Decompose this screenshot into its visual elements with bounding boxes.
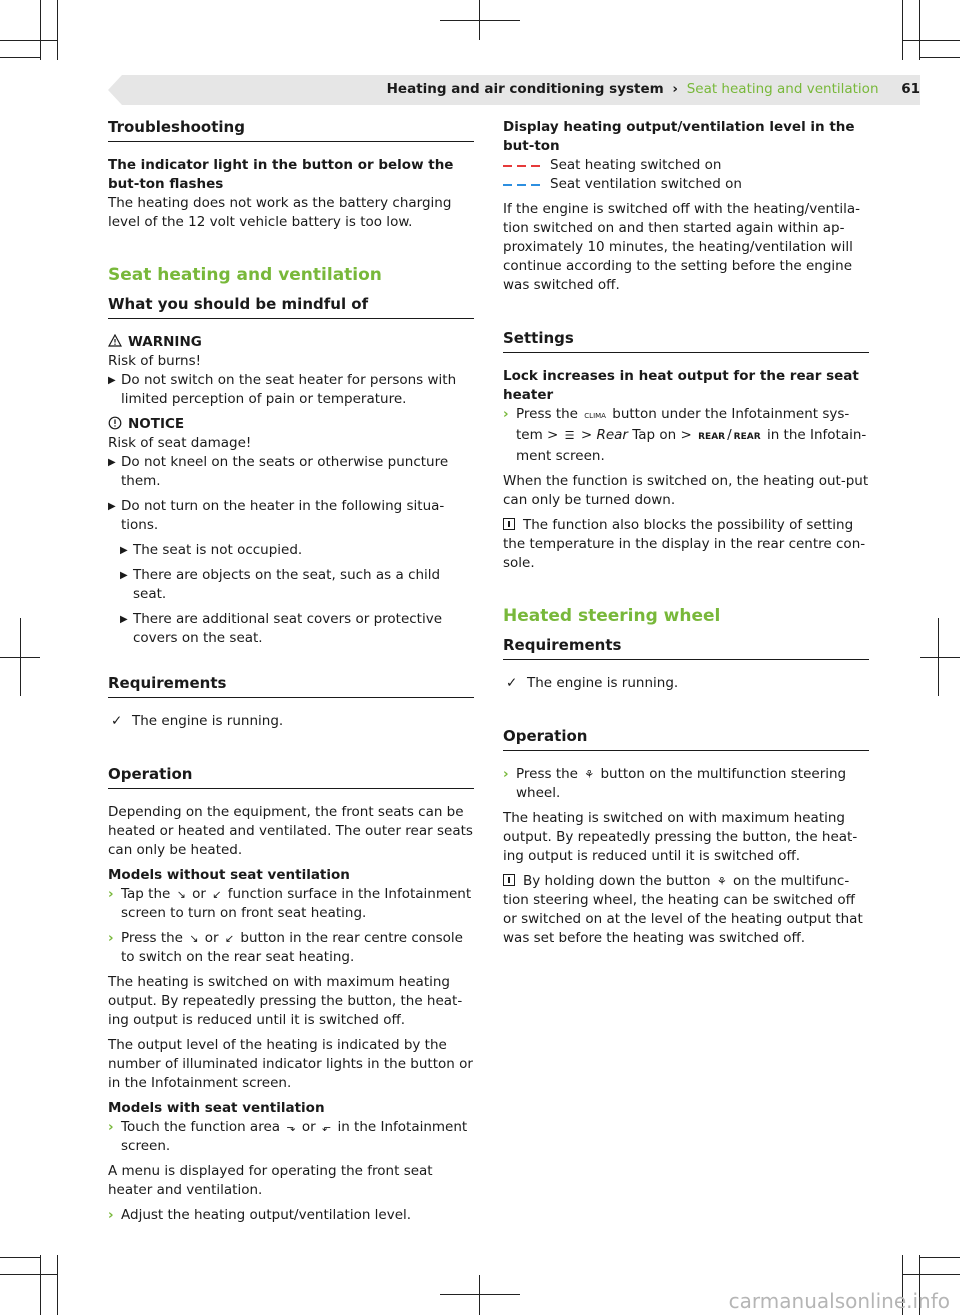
requirements-heading: Requirements — [108, 674, 474, 698]
rear-seat-heat-icon: REAR — [733, 432, 761, 442]
legend-ventilation-label: Seat ventilation switched on — [550, 176, 742, 192]
seat-ventilation-icon: ⬎ — [286, 1121, 296, 1134]
models-with-heading: Models with seat ventilation — [108, 1100, 325, 1116]
blue-dashes — [503, 184, 543, 186]
crop-mark — [0, 657, 40, 658]
notice-circle-icon — [108, 416, 122, 430]
paragraph-menu: A menu is displayed for operating the front seat heater and ventilation. — [108, 1163, 433, 1198]
display-heading: Display heating output/ventilation level in the but-ton — [503, 119, 855, 154]
notice-item-text: Do not turn on the heater in the following situa-tions. — [121, 498, 445, 533]
crop-mark — [902, 0, 903, 60]
crop-mark — [919, 0, 920, 60]
step-text: Press the — [516, 766, 578, 782]
operation-intro: Depending on the equipment, the front seats can be heated or heated and ventilated. The outer rear seats can only be heated. — [108, 804, 473, 858]
legend-ventilation — [503, 175, 869, 194]
crop-mark — [40, 0, 41, 60]
notice-item-text: Do not kneel on the seats or otherwise puncture them. — [121, 454, 449, 489]
steering-requirement-item — [503, 674, 869, 693]
legend-heating — [503, 156, 869, 175]
step-separator: > — [547, 427, 559, 443]
crop-mark — [57, 1255, 58, 1315]
paragraph-max-heating: The heating is switched on with maximum heating output. By repeatedly pressing the button, the heat-ing output is reduced until it is switched off. — [108, 974, 463, 1028]
step-text: or — [204, 930, 219, 946]
arrow-bullet: › — [108, 1207, 114, 1223]
crop-mark — [920, 1257, 960, 1258]
step-text: Tap on — [632, 427, 677, 443]
arrow-bullet: › — [108, 886, 114, 902]
warning-triangle-icon — [108, 334, 122, 347]
crop-mark — [40, 1255, 41, 1315]
rear-tab-label: Rear — [596, 427, 628, 443]
notice-item — [108, 453, 474, 491]
note-text: on the multifunc-tion steering wheel, the heating can be switched off or switched on at the level of the heating output that was set before the heating was switched off. — [503, 873, 863, 946]
requirement-text: The engine is running. — [132, 713, 284, 729]
notice-subitem-text: The seat is not occupied. — [133, 542, 303, 558]
check-icon: ✓ — [111, 713, 123, 729]
steering-wheel-heat-icon: ⚘ — [716, 875, 727, 888]
notice-subitem — [108, 566, 474, 604]
triangle-bullet: ▶ — [120, 570, 128, 581]
crop-mark — [902, 40, 960, 41]
step-text: in the Infotainment screen. — [121, 1119, 468, 1154]
seat-ventilation-right-icon: ⬐ — [321, 1121, 332, 1134]
requirement-text: The engine is running. — [527, 675, 679, 691]
right-column — [503, 118, 869, 954]
notice-item — [108, 497, 474, 535]
step-text: Touch the function area — [121, 1119, 281, 1135]
seat-heat-right-icon: ↙ — [224, 932, 235, 945]
running-header — [387, 80, 920, 99]
note-text: By holding down the button — [523, 873, 711, 889]
arrow-bullet: › — [108, 930, 114, 946]
step-tap — [108, 885, 474, 923]
triangle-bullet: ▶ — [108, 501, 116, 512]
crop-mark — [479, 0, 480, 40]
page-number: 61 — [901, 81, 920, 97]
step-text: Adjust the heating output/ventilation level. — [121, 1207, 412, 1223]
arrow-bullet: › — [108, 1119, 114, 1135]
triangle-bullet: ▶ — [108, 375, 116, 386]
warning-label: WARNING — [128, 334, 202, 350]
settings-heading: Settings — [503, 329, 869, 353]
crop-mark — [920, 57, 960, 58]
troubleshooting-heading: Troubleshooting — [108, 118, 474, 142]
settings-subheading: Lock increases in heat output for the rear seat heater — [503, 368, 859, 403]
troubleshooting-text: The heating does not work as the battery charging level of the 12 volt vehicle battery is too low. — [108, 195, 452, 230]
step-text: or — [192, 886, 206, 902]
notice-text: Risk of seat damage! — [108, 435, 252, 451]
steering-title: Heated steering wheel — [503, 606, 721, 626]
info-note-icon — [503, 874, 515, 886]
arrow-bullet: › — [503, 766, 509, 782]
seat-heat-left-icon: ↘ — [176, 888, 186, 901]
troubleshooting-subheading: The indicator light in the button or below the but-ton flashes — [108, 157, 454, 192]
warning-item — [108, 371, 474, 409]
step-separator: / — [727, 427, 732, 443]
notice-label: NOTICE — [128, 416, 185, 432]
notice-subitem — [108, 541, 474, 560]
step-text: Tap the — [121, 886, 171, 902]
legend-heating-label: Seat heating switched on — [550, 157, 722, 173]
settings-menu-icon: ☰ — [564, 429, 575, 442]
climate-icon: CLIMA — [584, 412, 606, 420]
operation-heading: Operation — [108, 765, 474, 789]
check-icon: ✓ — [506, 675, 518, 691]
steering-wheel-heat-icon: ⚘ — [584, 768, 595, 781]
crop-mark — [0, 1274, 58, 1275]
notice-subitem-text: There are additional seat covers or protective covers on the seat. — [133, 611, 443, 646]
watermark: carmanualsonline.info — [728, 1289, 950, 1313]
left-column — [108, 118, 474, 1231]
rear-seat-heat-icon: REAR — [698, 432, 726, 442]
step-text: Press the — [121, 930, 183, 946]
step-separator: > — [680, 427, 692, 443]
step-text: button on the multifunction steering wheel. — [516, 766, 847, 801]
steering-paragraph-max: The heating is switched on with maximum heating output. By repeatedly pressing the button, the heat-ing output is reduced until it is switched off. — [503, 810, 858, 864]
header-separator: › — [672, 81, 678, 97]
step-adjust — [108, 1206, 474, 1225]
models-without-heading: Models without seat ventilation — [108, 867, 350, 883]
warning-title — [108, 333, 474, 352]
crop-mark — [0, 57, 40, 58]
triangle-bullet: ▶ — [120, 614, 128, 625]
warning-block — [108, 333, 474, 409]
notice-title — [108, 415, 474, 434]
step-text: in the Infotain-ment screen. — [516, 427, 867, 464]
steering-operation-heading: Operation — [503, 727, 869, 751]
requirement-item — [108, 712, 474, 731]
arrow-bullet: › — [503, 406, 509, 422]
crop-mark — [0, 1257, 40, 1258]
triangle-bullet: ▶ — [120, 545, 128, 556]
notice-block — [108, 415, 474, 648]
settings-step — [503, 405, 869, 466]
seat-heat-left-icon: ↘ — [189, 932, 199, 945]
paragraph-function: When the function is switched on, the heating out-put can only be turned down. — [503, 473, 869, 508]
step-touch — [108, 1118, 474, 1156]
crop-mark — [479, 1275, 480, 1315]
step-text: button in the rear centre console to switch on the rear seat heating. — [121, 930, 463, 965]
warning-text: Risk of burns! — [108, 353, 202, 369]
warning-item-text: Do not switch on the seat heater for persons with limited perception of pain or temperature. — [121, 372, 457, 407]
step-press — [108, 929, 474, 967]
step-text: Press the — [516, 406, 578, 422]
settings-note-text: The function also blocks the possibility of setting the temperature in the display in the rear centre con-sole. — [503, 517, 866, 571]
crop-mark — [902, 1274, 960, 1275]
step-separator: > — [580, 427, 593, 443]
crop-mark — [0, 40, 58, 41]
crop-mark — [440, 20, 520, 21]
paragraph-output-level: The output level of the heating is indicated by the number of illuminated indicator lights in the button or in the Infotainment screen. — [108, 1037, 473, 1091]
paragraph-engine-off: If the engine is switched off with the heating/ventila-tion switched on and then started again within ap-proximately 10 minutes, the heating/ventilation will continue according to the setting before the engine was switched off. — [503, 201, 861, 293]
header-section: Seat heating and ventilation — [686, 81, 879, 97]
step-text: function surface in the Infotainment screen to turn on front seat heating. — [121, 886, 472, 921]
crop-mark — [440, 1294, 520, 1295]
step-text: or — [301, 1119, 316, 1135]
red-dashes — [503, 165, 543, 167]
steering-note — [503, 872, 869, 948]
seat-heating-title: Seat heating and ventilation — [108, 265, 382, 285]
seat-heat-right-icon: ↙ — [212, 888, 222, 901]
step-text: button under the Infotainment sys-tem — [516, 406, 850, 443]
steering-step — [503, 765, 869, 803]
notice-subitem-text: There are objects on the seat, such as a child seat. — [133, 567, 441, 602]
info-note-icon — [503, 518, 515, 530]
header-chapter: Heating and air conditioning system — [386, 81, 664, 97]
settings-note — [503, 516, 869, 573]
mindful-heading: What you should be mindful of — [108, 295, 474, 319]
crop-mark — [920, 657, 960, 658]
triangle-bullet: ▶ — [108, 457, 116, 468]
notice-subitem — [108, 610, 474, 648]
steering-requirements-heading: Requirements — [503, 636, 869, 660]
crop-mark — [57, 0, 58, 60]
